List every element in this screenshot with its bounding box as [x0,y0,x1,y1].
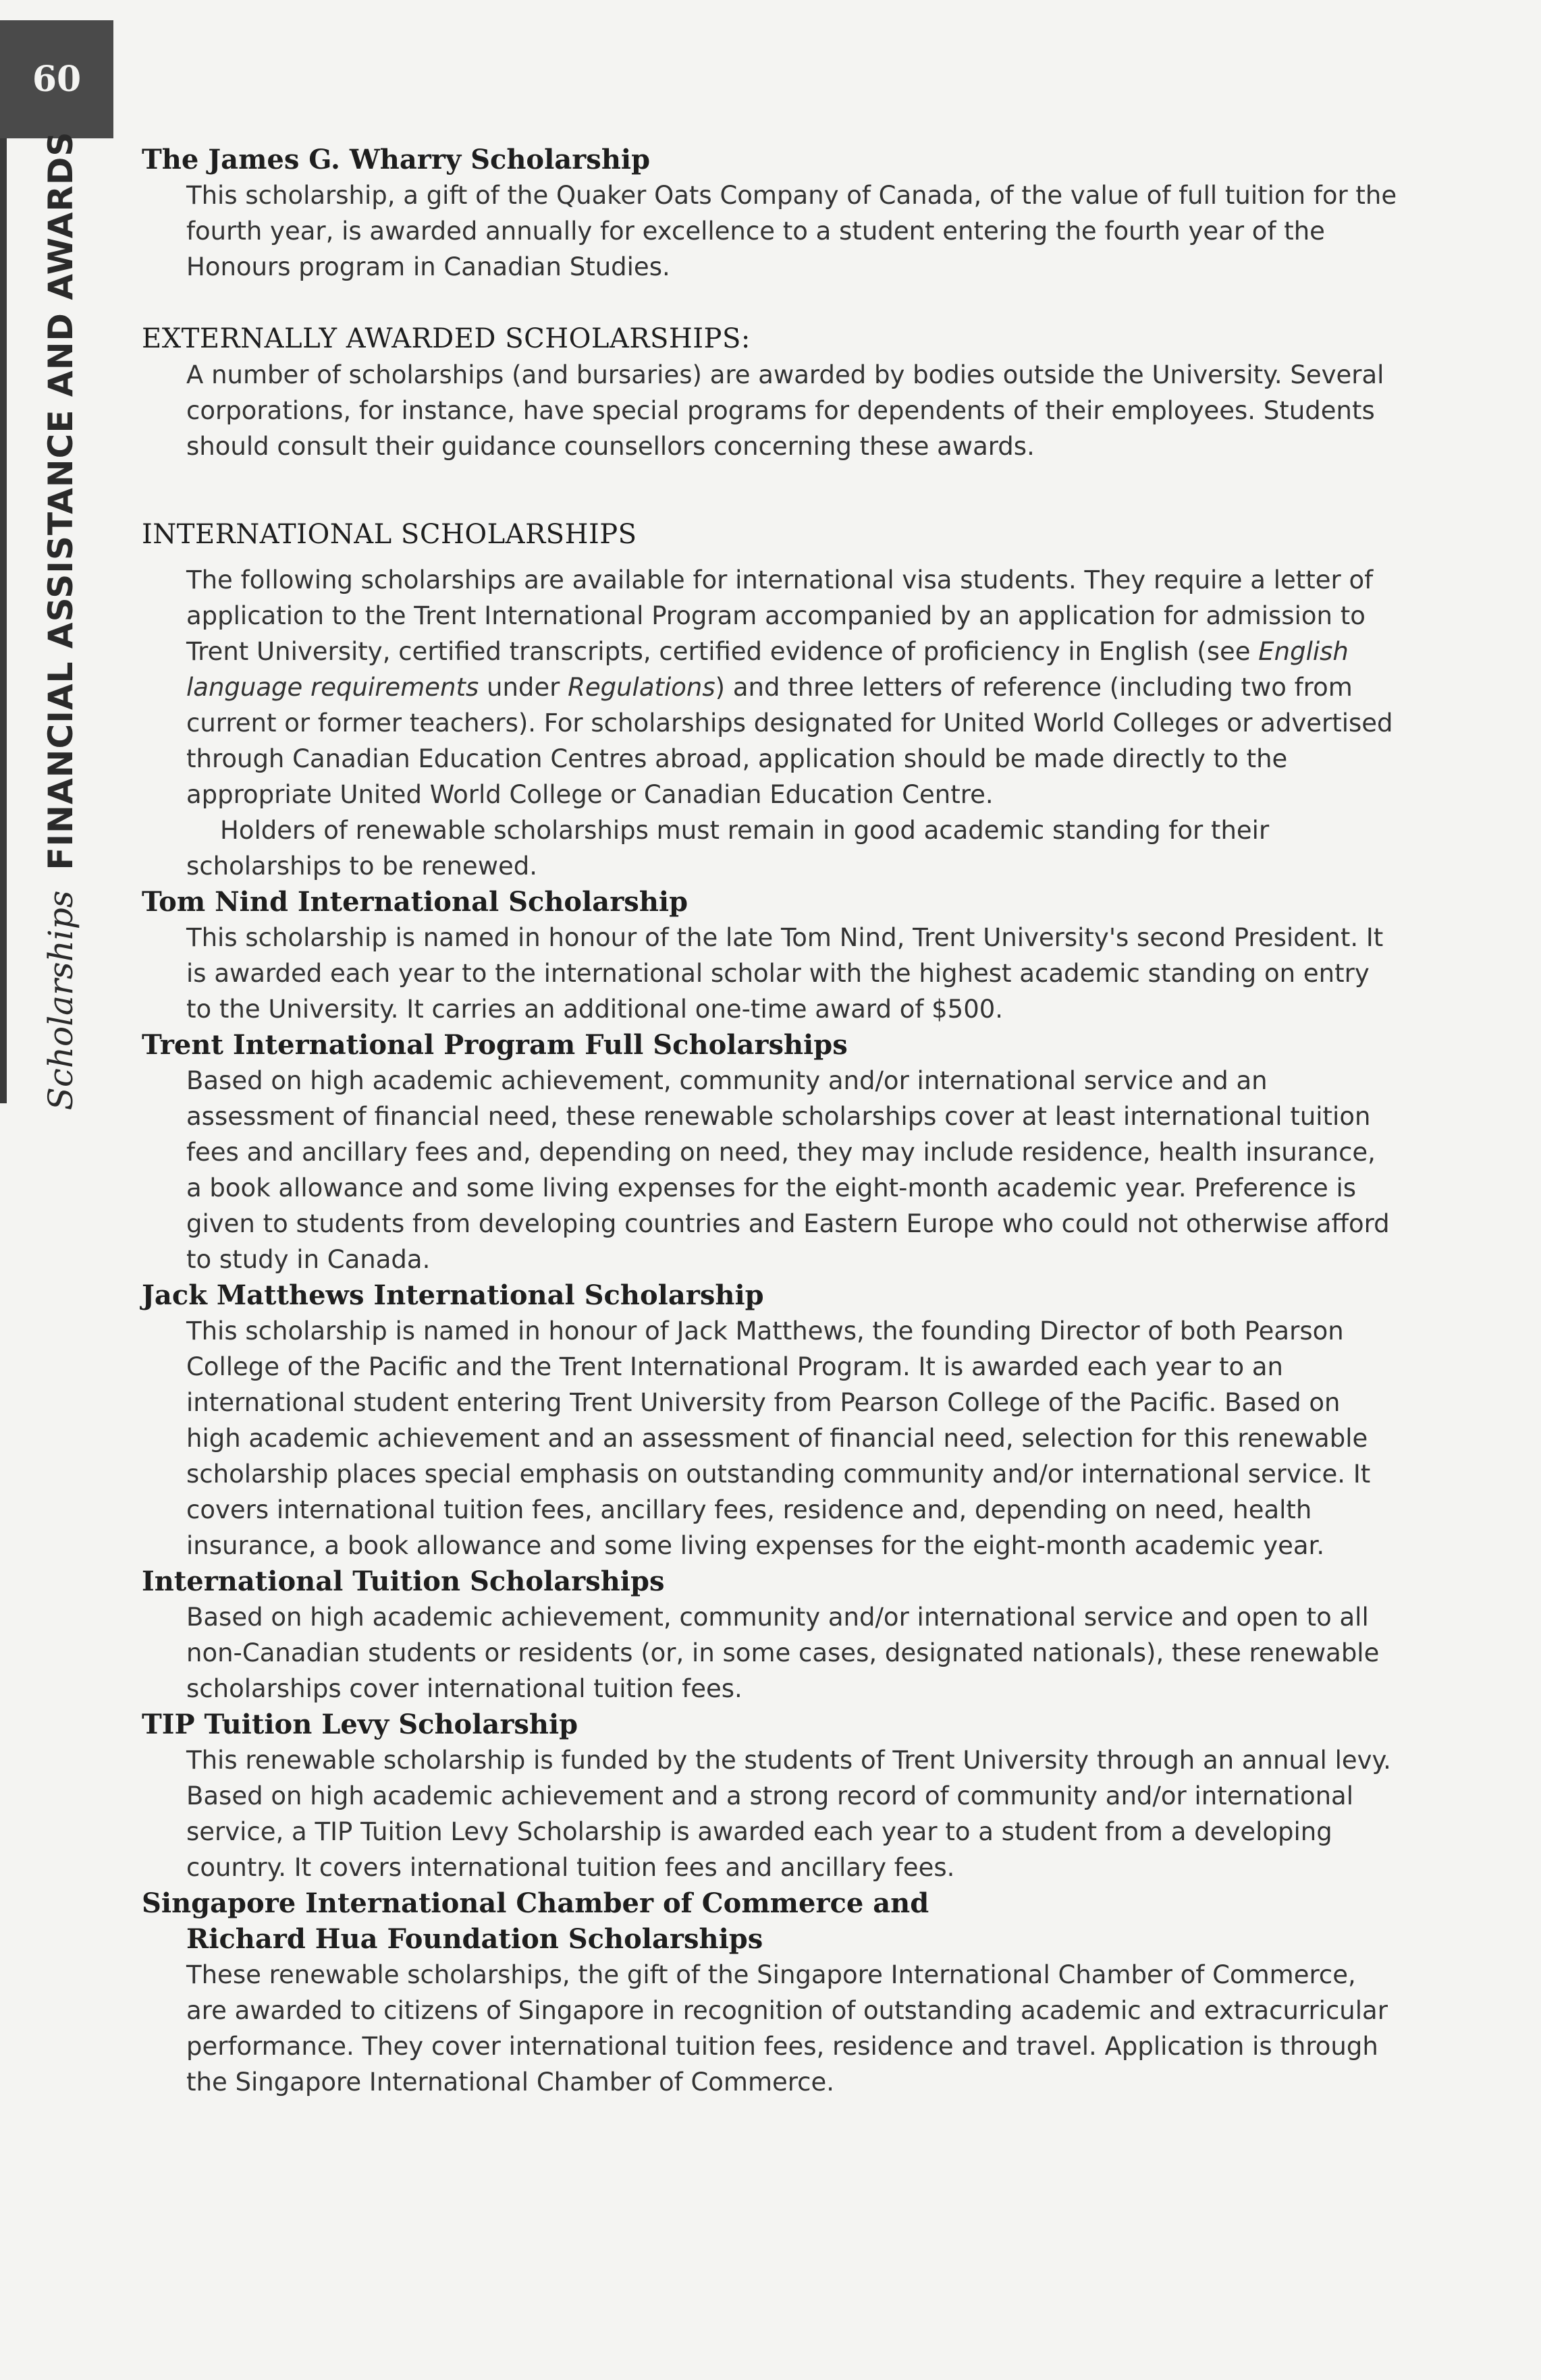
section-tip-full-scholarships [142,1027,1397,1277]
page-number: 60 [0,20,113,138]
side-section-label [37,131,84,1111]
entry-body: Based on high academic achievement, community and/or international service and an assessment of financial need, these renewable scholarships cover at least international tuition fees and ancillary fees and, depending on need, they may include residence, health insurance, a book allowance and some living expenses for the eight-month academic year. Preference is given to students from developing countries and Eastern Europe who could not otherwise afford to study in Canada. [186,1066,1390,1274]
renewal-paragraph: Holders of renewable scholarships must remain in good academic standing for their scholarships to be renewed. [186,816,1270,881]
section-singapore-scholarships [142,1885,1397,2100]
entry-body: This renewable scholarship is funded by the students of Trent University through an annual levy. Based on high academic achievement and a strong record of community and/or international service, a TIP Tuition Levy Scholarship is awarded each year to a student from a developing country. It covers international tuition fees and ancillary fees. [186,1746,1391,1882]
side-rule [0,138,7,1103]
section-international-tuition-scholarships [142,1563,1397,1707]
regulations-reference: Regulations [568,673,715,702]
international-intro-paragraph: The following scholarships are available for international visa students. They require a letter of application to the Trent International Program accompanied by an application for admission to Trent University, certified transcripts, certified evidence of proficiency in English (see English language requirements under Regulations) and three letters of reference (including two from current or former teachers). For scholarships designated for United World Colleges or advertised through Canadian Education Centres abroad, application should be made directly to the appropriate United World College or Canadian Education Centre. [186,565,1393,809]
entry-title: Jack Matthews International Scholarship [142,1279,764,1311]
page-content [142,142,1397,2100]
entry-body: These renewable scholarships, the gift of the Singapore International Chamber of Commerce, are awarded to citizens of Singapore in recognition of outstanding academic and extracurricular performance. They cover international tuition fees, residence and travel. Application is through the Singapore International Chamber of Commerce. [186,1960,1388,2097]
section-wharry-scholarship [142,142,1397,285]
entry-title: International Tuition Scholarships [142,1566,665,1597]
section-tip-tuition-levy [142,1707,1397,1885]
section-heading: EXTERNALLY AWARDED SCHOLARSHIPS: [142,323,751,354]
entry-body: This scholarship is named in honour of the late Tom Nind, Trent University's second President. It is awarded each year to the international scholar with the highest academic standing on entry to the University. It carries an additional one-time award of $500. [186,923,1384,1024]
section-body: A number of scholarships (and bursaries) are awarded by bodies outside the University. Several corporations, for instance, have special programs for dependents of their employees. Students should consult their guidance counsellors concerning these awards. [186,360,1384,461]
entry-body: This scholarship, a gift of the Quaker Oats Company of Canada, of the value of full tuition for the fourth year, is awarded annually for excellence to a student entering the fourth year of the Honours program in Canadian Studies. [186,181,1397,281]
section-jack-matthews-scholarship [142,1277,1397,1563]
section-heading: INTERNATIONAL SCHOLARSHIPS [142,519,637,550]
entry-title: Trent International Program Full Scholarships [142,1029,848,1061]
entry-title-line-2: Richard Hua Foundation Scholarships [186,1923,763,1955]
entry-title: Tom Nind International Scholarship [142,886,688,918]
entry-title: The James G. Wharry Scholarship [142,144,651,175]
section-tom-nind-scholarship [142,884,1397,1027]
english-requirements-reference: English language requirements [186,637,1349,702]
entry-title-line-1: Singapore International Chamber of Commerce and [142,1887,929,1919]
side-label-scholarships: Scholarships [41,890,80,1111]
entry-body: This scholarship is named in honour of Jack Matthews, the founding Director of both Pearson College of the Pacific and the Trent International Program. It is awarded each year to an international student entering Trent University from Pearson College of the Pacific. Based on high academic achievement and an assessment of financial need, selection for this renewable scholarship places special emphasis on outstanding community and/or international service. It covers international tuition fees, ancillary fees, residence and, depending on need, health insurance, a book allowance and some living expenses for the eight-month academic year. [186,1317,1371,1560]
side-label-financial-assistance: FINANCIAL ASSISTANCE AND AWARDS [41,131,80,870]
entry-title: TIP Tuition Levy Scholarship [142,1709,578,1740]
section-externally-awarded [142,321,1397,464]
section-international-scholarships [142,517,1397,884]
entry-body: Based on high academic achievement, community and/or international service and open to all non-Canadian students or residents (or, in some cases, designated nationals), these renewable scholarships cover international tuition fees. [186,1603,1380,1703]
